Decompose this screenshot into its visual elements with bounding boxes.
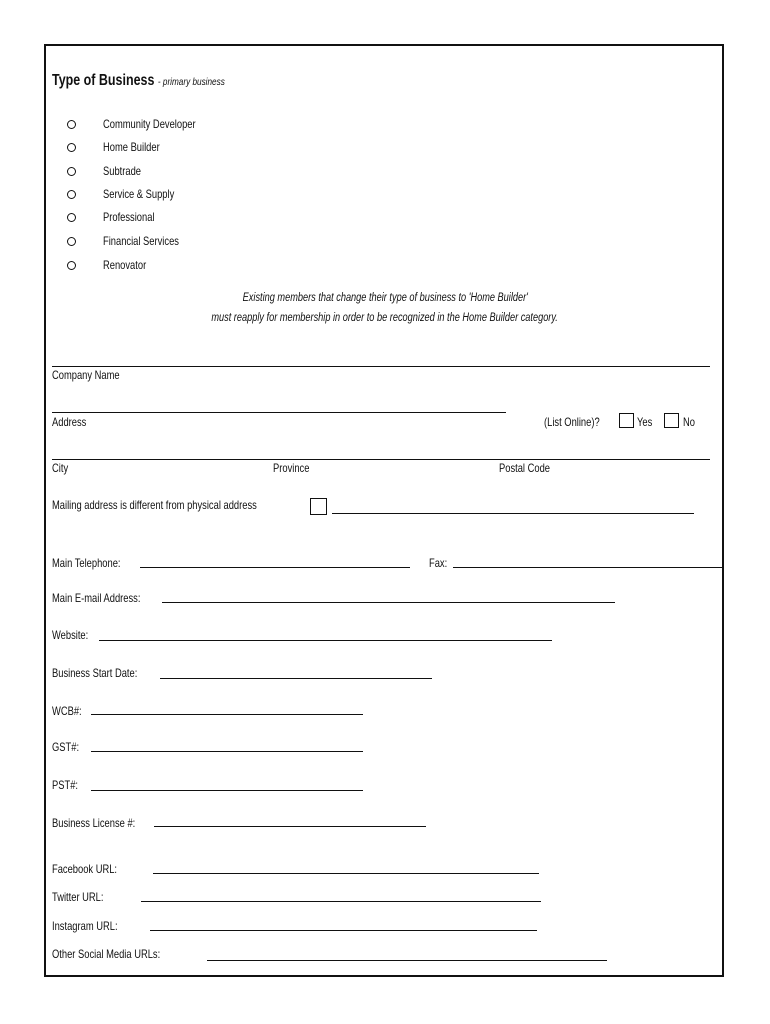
twitter-field[interactable] bbox=[141, 901, 541, 902]
business-start-field[interactable] bbox=[160, 678, 432, 679]
main-telephone-label: Main Telephone: bbox=[52, 556, 121, 570]
list-online-yes-checkbox[interactable] bbox=[619, 413, 634, 428]
radio-renovator[interactable] bbox=[67, 261, 76, 270]
radio-professional[interactable] bbox=[67, 213, 76, 222]
city-label: City bbox=[52, 461, 69, 475]
gst-field[interactable] bbox=[91, 751, 363, 752]
main-email-field[interactable] bbox=[162, 602, 615, 603]
pst-label: PST#: bbox=[52, 778, 79, 792]
option-label: Financial Services bbox=[103, 234, 179, 248]
company-name-field[interactable] bbox=[52, 366, 710, 367]
option-label: Home Builder bbox=[103, 140, 160, 154]
business-start-label: Business Start Date: bbox=[52, 666, 138, 680]
business-license-label: Business License #: bbox=[52, 816, 136, 830]
other-social-field[interactable] bbox=[207, 960, 607, 961]
business-license-field[interactable] bbox=[154, 826, 426, 827]
mailing-diff-checkbox[interactable] bbox=[310, 498, 327, 515]
instagram-label: Instagram URL: bbox=[52, 919, 118, 933]
option-label: Professional bbox=[103, 210, 155, 224]
note-line-2: must reapply for membership in order to be recognized in the Home Builder category. bbox=[211, 312, 559, 324]
wcb-label: WCB#: bbox=[52, 704, 82, 718]
section-title: Type of Business - primary business bbox=[52, 72, 225, 89]
twitter-label: Twitter URL: bbox=[52, 890, 104, 904]
mailing-address-field[interactable] bbox=[332, 513, 694, 514]
radio-financial-services[interactable] bbox=[67, 237, 76, 246]
option-label: Service & Supply bbox=[103, 187, 175, 201]
radio-subtrade[interactable] bbox=[67, 167, 76, 176]
address-field[interactable] bbox=[52, 412, 506, 413]
facebook-label: Facebook URL: bbox=[52, 862, 118, 876]
province-label: Province bbox=[273, 461, 310, 475]
section-subtitle: - primary business bbox=[157, 76, 225, 88]
radio-home-builder[interactable] bbox=[67, 143, 76, 152]
company-name-label: Company Name bbox=[52, 368, 120, 382]
main-telephone-field[interactable] bbox=[140, 567, 410, 568]
yes-label: Yes bbox=[637, 415, 653, 429]
no-label: No bbox=[683, 415, 695, 429]
postal-code-label: Postal Code bbox=[499, 461, 550, 475]
note-line-1: Existing members that change their type of business to 'Home Builder' bbox=[242, 292, 528, 304]
radio-service-supply[interactable] bbox=[67, 190, 76, 199]
option-label: Community Developer bbox=[103, 117, 196, 131]
website-label: Website: bbox=[52, 628, 89, 642]
main-email-label: Main E-mail Address: bbox=[52, 591, 141, 605]
city-province-postal-field[interactable] bbox=[52, 459, 710, 460]
mailing-diff-label: Mailing address is different from physical address bbox=[52, 498, 257, 512]
other-social-label: Other Social Media URLs: bbox=[52, 947, 161, 961]
list-online-label: (List Online)? bbox=[544, 415, 600, 429]
facebook-field[interactable] bbox=[153, 873, 539, 874]
pst-field[interactable] bbox=[91, 790, 363, 791]
option-label: Subtrade bbox=[103, 164, 141, 178]
address-label: Address bbox=[52, 415, 87, 429]
gst-label: GST#: bbox=[52, 740, 80, 754]
wcb-field[interactable] bbox=[91, 714, 363, 715]
instagram-field[interactable] bbox=[150, 930, 537, 931]
option-label: Renovator bbox=[103, 258, 147, 272]
list-online-no-checkbox[interactable] bbox=[664, 413, 679, 428]
fax-label: Fax: bbox=[429, 556, 448, 570]
radio-community-developer[interactable] bbox=[67, 120, 76, 129]
fax-field[interactable] bbox=[453, 567, 723, 568]
website-field[interactable] bbox=[99, 640, 552, 641]
